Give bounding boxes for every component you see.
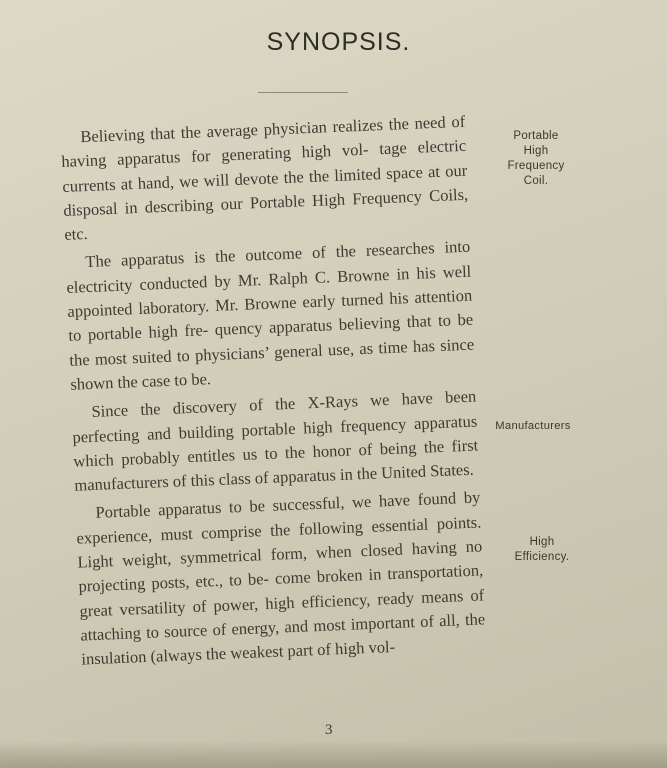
marginal-note-line: Coil. — [523, 175, 549, 187]
marginal-note-high-efficiency — [487, 535, 597, 565]
marginal-note-line: High — [523, 145, 549, 157]
marginal-note-line: Frequency — [507, 160, 565, 172]
page-shadow — [0, 740, 667, 768]
marginal-note-line: Efficiency. — [514, 551, 570, 563]
marginal-note-portable-coil — [481, 129, 591, 189]
paragraph-2: The apparatus is the outcome of the researches into electricity conducted by Mr. Ralph C. Browne in his well appointed laboratory. Mr. Browne early turned his attention to portable high fre- quency apparatus believing that to be the most suited to physicians’ general use, as time has since shown the case to be. — [66, 237, 475, 394]
page-title: SYNOPSIS. — [266, 28, 411, 56]
marginal-note-line: High — [529, 536, 555, 548]
title-divider — [258, 92, 348, 93]
marginal-note-manufacturers — [478, 419, 588, 434]
paragraph-3: Since the discovery of the X-Rays we have been perfecting and building portable high frequency apparatus which probably entitles us to the honor of being the first manufacturers of this class of apparatus in the United States. — [72, 386, 479, 495]
marginal-note-line: Portable — [513, 130, 559, 142]
paragraph-1: Believing that the average physician realizes the need of having apparatus for generating high vol- tage electric currents at hand, we will devote the the limited space at our disposal in describing our Portable High Frequency Coils, etc. — [61, 111, 469, 245]
marginal-note-line: Manufacturers — [495, 420, 571, 432]
paragraph-4: Portable apparatus to be successful, we have found by experience, must comprise the following essential points. Light weight, symmetrical form, when closed having no projecting posts, etc., to be- come broken in transportation, great versatility of power, high efficiency, ready means of attaching to source of energy, and most important of all, the insulation (always the weakest part of high vol- — [76, 487, 486, 669]
page-number: 3 — [325, 722, 333, 738]
body-text — [60, 110, 487, 676]
